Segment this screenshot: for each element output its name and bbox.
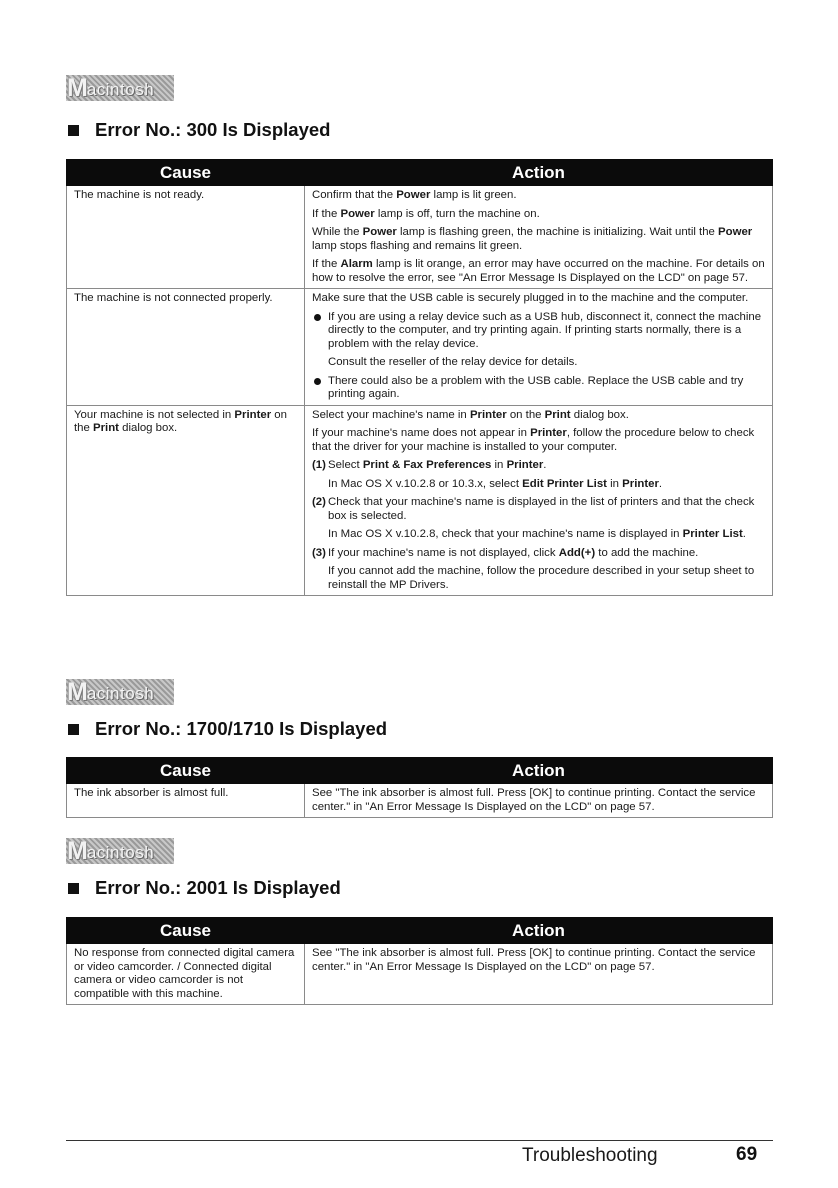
action-paragraph: If your machine's name does not appear in Printer, follow the procedure below to check that the driver for your machine is installed to your computer. bbox=[312, 427, 755, 453]
macintosh-badge bbox=[66, 75, 174, 101]
action-paragraph: See "The ink absorber is almost full. Press [OK] to continue printing. Contact the service center." in "An Error Message Is Displayed on the LCD" on page 57. bbox=[312, 947, 756, 973]
bold-term: Power bbox=[396, 189, 431, 201]
bold-term: Print bbox=[544, 408, 571, 421]
footer-rule bbox=[66, 1140, 773, 1141]
action-paragraph: If the Power lamp is off, turn the machine on. bbox=[312, 207, 540, 220]
bold-term: Printer bbox=[469, 408, 507, 421]
step-note: In Mac OS X v.10.2.8 or 10.3.x, select Edit Printer List in Printer. bbox=[328, 477, 663, 490]
table-row bbox=[67, 405, 773, 596]
bold-term: Power bbox=[362, 226, 397, 238]
action-paragraph: See "The ink absorber is almost full. Press [OK] to continue printing. Contact the service center." in "An Error Message Is Displayed on the LCD" on page 57. bbox=[312, 787, 756, 813]
action-paragraph: Confirm that the Power lamp is lit green. bbox=[312, 189, 517, 201]
table-body bbox=[67, 186, 773, 596]
table-body bbox=[67, 944, 773, 1005]
step-note: In Mac OS X v.10.2.8, check that your machine's name is displayed in Printer List. bbox=[328, 528, 746, 540]
step-number: (2) bbox=[312, 496, 326, 508]
bold-term: Power bbox=[718, 226, 753, 238]
action-paragraph: Make sure that the USB cable is securely plugged in to the machine and the computer. bbox=[312, 292, 749, 304]
page-number: 69 bbox=[736, 1144, 758, 1165]
table-row bbox=[67, 186, 773, 289]
heading-text: Error No.: 1700/1710 Is Displayed bbox=[95, 718, 388, 739]
bold-term: Printer bbox=[234, 408, 272, 421]
section-heading bbox=[66, 718, 387, 740]
action-cell bbox=[305, 944, 773, 1005]
badge-rest: acintosh bbox=[86, 80, 155, 99]
cause-header: Cause bbox=[67, 918, 305, 944]
step-number: (3) bbox=[312, 546, 326, 559]
table-row bbox=[67, 289, 773, 406]
action-header: Action bbox=[305, 758, 773, 784]
bold-term: Print & Fax Preferences bbox=[362, 459, 492, 471]
table-row bbox=[67, 784, 773, 818]
black-square-bullet-icon bbox=[68, 125, 79, 136]
bold-term: Power bbox=[340, 207, 375, 220]
procedure-step: (2) Check that your machine's name is displayed in the list of printers and that the check box is selected. bbox=[312, 496, 755, 522]
macintosh-badge bbox=[66, 679, 174, 705]
badge-initial: M bbox=[67, 679, 87, 705]
action-paragraph: If the Alarm lamp is lit orange, an error may have occurred on the machine. For details on how to resolve the error, see "An Error Message Is Displayed on the LCD" on page 57. bbox=[312, 258, 765, 284]
section-heading bbox=[66, 119, 330, 141]
action-cell bbox=[305, 405, 773, 596]
step-note: If you cannot add the machine, follow the procedure described in your setup sheet to reinstall the MP Drivers. bbox=[328, 565, 755, 591]
section-heading bbox=[66, 877, 341, 899]
bullet-item: There could also be a problem with the USB cable. Replace the USB cable and try printing again. bbox=[312, 375, 765, 402]
action-paragraph: While the Power lamp is flashing green, the machine is initializing. Wait until the Power lamp stops flashing and remains lit green. bbox=[312, 226, 753, 252]
cause-cell: The ink absorber is almost full. bbox=[67, 784, 305, 818]
bold-term: Print bbox=[93, 422, 119, 434]
badge-rest: acintosh bbox=[86, 684, 155, 703]
black-square-bullet-icon bbox=[68, 883, 79, 894]
cause-cell: Your machine is not selected in Printer on the Print dialog box. bbox=[67, 405, 305, 596]
bullet-dot-icon bbox=[314, 378, 321, 385]
badge-initial: M bbox=[67, 838, 87, 864]
bullet-dot-icon bbox=[314, 314, 321, 321]
bullet-item: If you are using a relay device such as a USB hub, disconnect it, connect the machine directly to the computer, and try printing again. If printing starts normally, there is a problem with the relay device. bbox=[312, 311, 765, 352]
cause-header: Cause bbox=[67, 160, 305, 186]
footer-chapter-title: Troubleshooting bbox=[522, 1145, 658, 1166]
cause-cell: The machine is not connected properly. bbox=[67, 289, 305, 406]
table-row bbox=[67, 944, 773, 1005]
error-table bbox=[66, 917, 773, 1005]
bullet-note: Consult the reseller of the relay device for details. bbox=[328, 356, 578, 368]
bold-term: Alarm bbox=[340, 258, 373, 270]
badge-rest: acintosh bbox=[86, 843, 155, 862]
cause-cell: The machine is not ready. bbox=[67, 186, 305, 289]
bold-term: Edit Printer List bbox=[522, 477, 607, 490]
error-table bbox=[66, 757, 773, 818]
procedure-step: (1) Select Print & Fax Preferences in Printer. bbox=[312, 459, 547, 471]
heading-text: Error No.: 300 Is Displayed bbox=[95, 119, 331, 140]
step-number: (1) bbox=[312, 459, 326, 471]
bold-term: Add(+) bbox=[558, 546, 596, 559]
table-body bbox=[67, 784, 773, 818]
bold-term: Printer bbox=[530, 427, 567, 439]
procedure-step: (3) If your machine's name is not displayed, click Add(+) to add the machine. bbox=[312, 546, 699, 559]
action-paragraph: Select your machine's name in Printer on the Print dialog box. bbox=[312, 408, 629, 421]
bold-term: Printer bbox=[506, 459, 544, 471]
macintosh-badge bbox=[66, 838, 174, 864]
action-header: Action bbox=[305, 918, 773, 944]
action-header: Action bbox=[305, 160, 773, 186]
action-cell bbox=[305, 289, 773, 406]
error-table bbox=[66, 159, 773, 596]
black-square-bullet-icon bbox=[68, 724, 79, 735]
bold-term: Printer List bbox=[682, 528, 743, 540]
badge-initial: M bbox=[67, 75, 87, 101]
cause-cell: No response from connected digital camera or video camcorder. / Connected digital camera or video camcorder is not compatible with this machine. bbox=[67, 944, 305, 1005]
heading-text: Error No.: 2001 Is Displayed bbox=[95, 877, 341, 898]
bold-term: Printer bbox=[622, 477, 659, 490]
cause-header: Cause bbox=[67, 758, 305, 784]
action-cell bbox=[305, 186, 773, 289]
action-cell bbox=[305, 784, 773, 818]
